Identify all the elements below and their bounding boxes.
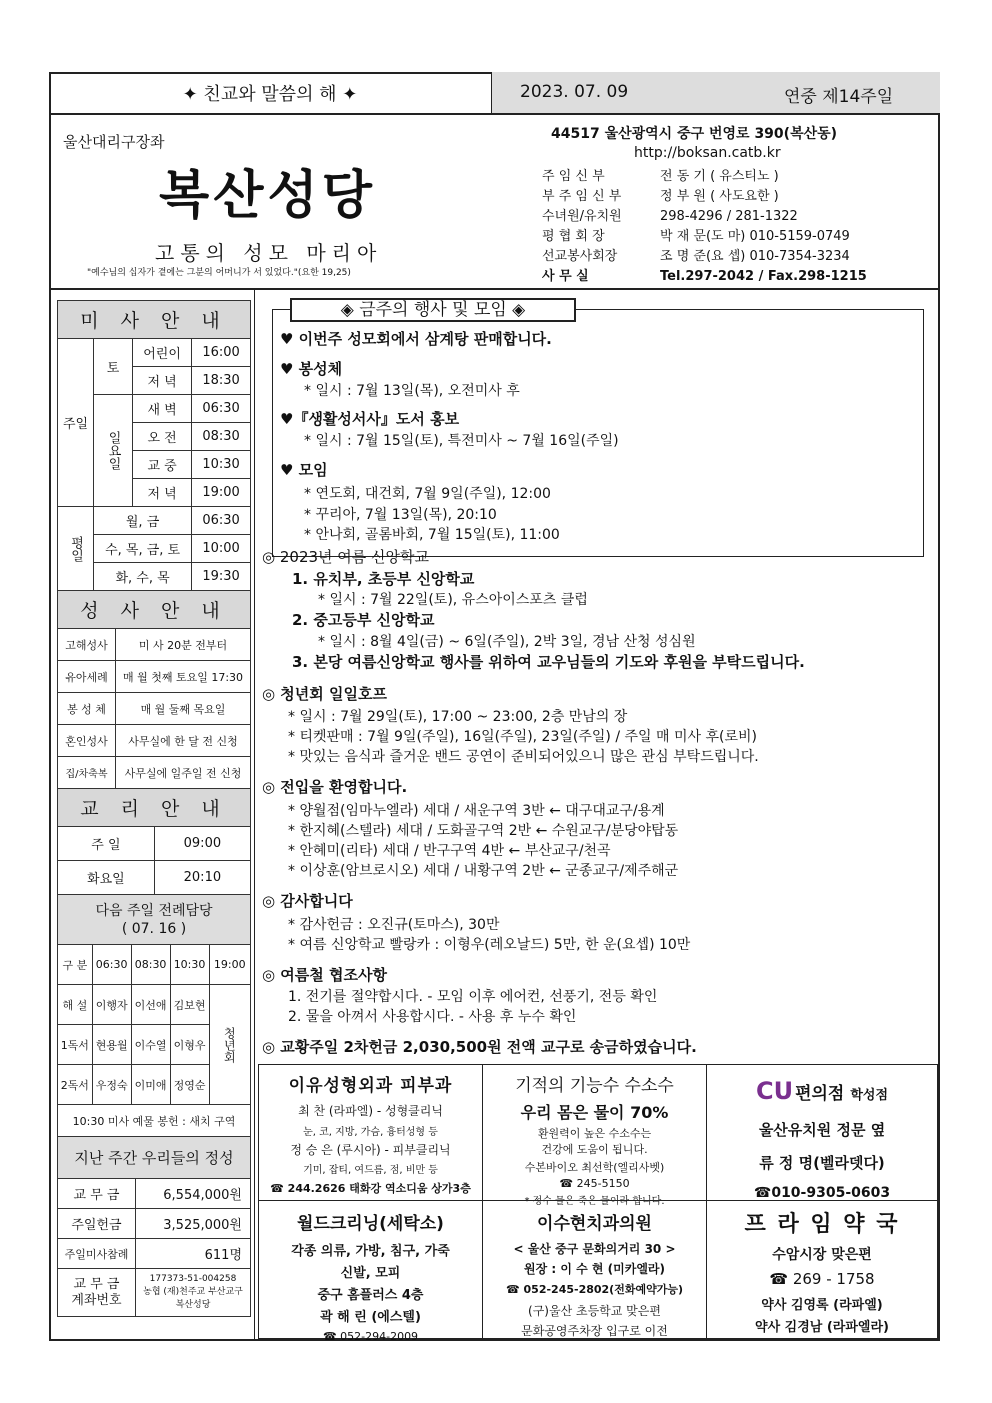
event-detail: * 꾸리아, 7월 13일(목), 20:10 (304, 507, 497, 523)
notice-detail: * 한지혜(스텔라) 세대 / 도화골구역 2반 ← 수원교구/분당야탑동 (288, 823, 679, 839)
mass-title: 미 사 안 내 (58, 301, 251, 339)
contact-row (542, 245, 850, 264)
account-number: 177373-51-004258 (149, 1274, 237, 1284)
date-week-box (492, 72, 940, 113)
liturgy-cell: 현용월 (92, 1025, 131, 1065)
offering-value: 3,525,000원 (136, 1209, 251, 1239)
contact-value: 박 재 문(도 마) 010-5159-0749 (660, 229, 850, 244)
youth-group: 청년회 (209, 985, 250, 1105)
ad-line: 약사 김경남 (라파엘라) (755, 1320, 889, 1335)
notice-detail: * 이상훈(암브로시오) 세대 / 내황구역 2반 ← 군종교구/제주해군 (288, 863, 679, 879)
ad-line: ☎ 052-245-2802(전화예약가능) (505, 1283, 683, 1296)
ad-line: 신발, 모피 (340, 1266, 401, 1281)
diocese: 울산대리구장좌 (63, 133, 165, 151)
notice-heading: ◎ 2023년 여름 신앙학교 (262, 548, 429, 566)
notice-heading: ◎ 전입을 환영합니다. (262, 778, 408, 796)
events-title: ◈ 금주의 행사 및 모임 ◈ (290, 298, 576, 322)
ad-line: * 정수 물은 죽은 물이라 합니다. (524, 1196, 665, 1207)
ad-title: 이수현치과의원 (537, 1214, 652, 1234)
weekday-group: 평일 (58, 507, 94, 591)
ad-line: 우리 몸은 물이 70% (520, 1103, 669, 1122)
mass-label: 교 중 (133, 451, 192, 479)
weekday-label: 수, 목, 금, 토 (94, 535, 192, 563)
doctrine-time: 09:00 (154, 827, 250, 861)
event-item: ♥ 모임 (280, 461, 328, 479)
liturgy-cell: 이미애 (131, 1065, 170, 1105)
weekday-time: 06:30 (192, 507, 251, 535)
contact-role: 주 임 신 부 (542, 169, 605, 184)
liturgy-cell: 이형우 (170, 1025, 209, 1065)
liturgy-cell: 이선애 (131, 985, 170, 1025)
mass-time: 16:00 (192, 339, 251, 367)
liturgy-cell: 이행자 (92, 985, 131, 1025)
liturgy-cell: 김보현 (170, 985, 209, 1025)
liturgy-head: 06:30 (92, 945, 131, 985)
sacrament-value: 미 사 20분 전부터 (116, 629, 251, 661)
liturgy-head: 08:30 (131, 945, 170, 985)
doctrine-label: 화요일 (58, 861, 155, 895)
ad-line: 수암시장 맞은편 (772, 1247, 872, 1263)
weekday-time: 19:30 (192, 563, 251, 591)
mass-label: 오 전 (133, 423, 192, 451)
cu-logo: CU (755, 1077, 794, 1105)
weekday-label: 월, 금 (94, 507, 192, 535)
notice-detail: * 양월점(임마누엘라) 세대 / 새운구역 3반 ← 대구대교구/용계 (288, 803, 665, 819)
ad-pharmacy (706, 1200, 938, 1339)
patron: 고통의 성모 마리아 (155, 241, 383, 265)
liturgy-cell: 이수열 (131, 1025, 170, 1065)
liturgy-label: 해 설 (58, 985, 93, 1025)
left-column (57, 300, 251, 1317)
contact-row (542, 205, 798, 224)
ad-line: 약사 김영록 (라파엘) (761, 1298, 883, 1313)
ad-title: 이유성형외과 피부과 (288, 1076, 453, 1096)
bulletin-date: 2023. 07. 09 (520, 82, 629, 102)
sacrament-value: 매 월 첫째 토요일 17:30 (116, 661, 251, 693)
offering-label: 주일미사참례 (58, 1239, 136, 1269)
account-owner: 복산성당 (175, 1300, 211, 1310)
ad-line: 중구 홈플러스 4층 (317, 1288, 424, 1303)
contact-value: 정 부 원 ( 사도요한 ) (660, 189, 779, 204)
account-bank: 농협 (재)천주교 부산교구 (143, 1287, 243, 1297)
liturgy-head: 10:30 (170, 945, 209, 985)
ad-line: 각종 의류, 가방, 침구, 가죽 (291, 1244, 450, 1259)
ad-line: 문화공영주차장 입구로 이전 (521, 1324, 668, 1338)
contact-row (542, 185, 779, 204)
sacrament-value: 매 월 둘째 목요일 (116, 693, 251, 725)
contact-value: 전 동 기 ( 유스티노 ) (660, 169, 779, 184)
ad-line: 기미, 잡티, 여드름, 점, 비만 등 (303, 1165, 438, 1176)
contact-value: 조 명 준(요 셉) 010-7354-3234 (660, 249, 850, 264)
liturgy-cell: 우정숙 (92, 1065, 131, 1105)
contact-role: 부 주 임 신 부 (542, 189, 622, 204)
ad-line: ☎010-9305-0603 (753, 1185, 891, 1201)
ad-line: 최 찬 (라파엘) - 성형클리닉 (298, 1104, 443, 1118)
notice-item: 3. 본당 여름신앙학교 행사를 위하여 교우님들의 기도와 후원을 부탁드립니다. (292, 653, 805, 671)
notice-detail: * 티켓판매 : 7월 9일(주일), 16일(주일), 23일(주일) / 주일 매 미사 후(로비) (288, 729, 757, 745)
contact-value: 298-4296 / 281-1322 (660, 209, 798, 224)
notice-item: 2. 중고등부 신앙학교 (292, 611, 435, 629)
liturgical-week: 연중 제14주일 (784, 87, 894, 107)
contact-value: Tel.297-2042 / Fax.298-1215 (660, 269, 867, 284)
year-title: ✦ 친교와 말씀의 해 ✦ (49, 72, 492, 113)
ad-line: 눈, 코, 지방, 가슴, 흉터성형 등 (303, 1127, 438, 1138)
ad-line: (구)울산 초등학교 맞은편 (528, 1304, 661, 1318)
notice-detail: * 일시 : 7월 29일(토), 17:00 ~ 23:00, 2층 만남의 장 (288, 709, 628, 725)
offering-value: 6,554,000원 (136, 1179, 251, 1209)
event-detail: * 일시 : 7월 13일(목), 오전미사 후 (304, 383, 520, 399)
notice-item: 1. 유치부, 초등부 신앙학교 (292, 570, 475, 588)
sunday-group: 주일 (58, 339, 94, 507)
mass-time: 19:00 (192, 479, 251, 507)
account-label: 교 무 금 계좌번호 (58, 1269, 136, 1317)
mass-table (57, 300, 251, 591)
liturgy-date: ( 07. 16 ) (121, 920, 187, 937)
mass-label: 저 녁 (133, 367, 192, 395)
contact-row (542, 265, 867, 284)
notice-detail: * 일시 : 8월 4일(금) ~ 6일(주일), 2박 3일, 경남 산청 성심원 (318, 634, 696, 650)
sacrament-title: 성 사 안 내 (58, 591, 251, 629)
column-divider (254, 290, 255, 1341)
event-item: ♥ 이번주 성모회에서 삼계탕 판매합니다. (280, 330, 552, 348)
ad-laundry (258, 1200, 483, 1343)
mass-time: 10:30 (192, 451, 251, 479)
offering-label: 주일헌금 (58, 1209, 136, 1239)
ad-title: 편의점 (795, 1084, 845, 1104)
contact-row (542, 165, 779, 184)
sacrament-value: 사무실에 한 달 전 신청 (116, 725, 251, 757)
liturgy-label: 1독서 (58, 1025, 93, 1065)
contact-role: 선교봉사회장 (542, 249, 618, 264)
ad-line: 류 정 명(벨라뎃다) (759, 1154, 885, 1172)
notice-heading: ◎ 여름철 협조사항 (262, 966, 387, 984)
header (49, 115, 940, 290)
ad-store (706, 1064, 938, 1201)
doctrine-label: 주 일 (58, 827, 155, 861)
ad-clinic (258, 1064, 483, 1201)
sacrament-table (57, 590, 251, 789)
liturgy-title: 다음 주일 전례담당 (95, 902, 213, 919)
event-detail: * 일시 : 7월 15일(토), 특전미사 ~ 7월 16일(주일) (304, 433, 619, 449)
ad-line: 원장 : 이 수 현 (미카엘라) (524, 1262, 665, 1276)
doctrine-time: 20:10 (154, 861, 250, 895)
ad-line: 건강에 도움이 됩니다. (541, 1143, 648, 1156)
ad-line: ☎ 052-294-2009 (322, 1330, 419, 1343)
offering-table (57, 1136, 251, 1317)
event-detail: * 안나회, 골롬바회, 7월 15일(토), 11:00 (304, 527, 560, 543)
ad-line: 울산유치원 정문 옆 (758, 1121, 886, 1139)
doctrine-table (57, 788, 251, 895)
notice-detail: 2. 물을 아껴서 사용합시다. - 사용 후 누수 확인 (288, 1009, 577, 1025)
ad-line: 정 승 은 (루시아) - 피부클리닉 (290, 1143, 451, 1157)
liturgy-cell: 정영순 (170, 1065, 209, 1105)
notice-detail: * 감사헌금 : 오진규(토마스), 30만 (288, 917, 500, 933)
event-detail: * 연도회, 대건회, 7월 9일(주일), 12:00 (304, 486, 551, 502)
mass-label: 새 벽 (133, 395, 192, 423)
notice-detail: 1. 전기를 절약합시다. - 모임 이후 에어컨, 선풍기, 전등 확인 (288, 989, 658, 1005)
ad-line: < 울산 중구 문화의거리 30 > (513, 1242, 676, 1256)
church-name: 복산성당 (159, 165, 376, 226)
mass-label: 어린이 (133, 339, 192, 367)
ad-water (482, 1064, 707, 1207)
ad-line: 수본바이오 최선학(엘리사벳) (524, 1161, 665, 1174)
sacrament-label: 혼인성사 (58, 725, 116, 757)
event-item: ♥ 봉성체 (280, 360, 343, 378)
quote: "예수님의 십자가 곁에는 그분의 어머니가 서 있었다."(요한 19,25) (87, 268, 351, 278)
notice-detail: * 여름 신앙학교 빨랑카 : 이형우(레오날드) 5만, 한 운(요셉) 10만 (288, 937, 691, 953)
ad-title: 기적의 기능수 수소수 (515, 1076, 674, 1096)
offering-title: 지난 주간 우리들의 정성 (58, 1137, 251, 1179)
notice-detail: * 일시 : 7월 22일(토), 유스아이스포츠 클럽 (318, 592, 588, 608)
url-link[interactable]: http://boksan.catb.kr (634, 145, 781, 161)
contact-row (542, 225, 850, 244)
ad-line: 곽 해 린 (에스텔) (320, 1310, 421, 1325)
ad-line: ☎ 244.2626 태화강 역소디움 상가3층 (270, 1182, 471, 1195)
weekday-time: 10:00 (192, 535, 251, 563)
offering-label: 교 무 금 (58, 1179, 136, 1209)
sacrament-label: 유아세례 (58, 661, 116, 693)
notice-heading: ◎ 감사합니다 (262, 892, 353, 910)
event-item: ♥『생활성서사』도서 홍보 (280, 410, 460, 428)
sacrament-label: 고해성사 (58, 629, 116, 661)
notice-detail: * 맛있는 음식과 즐거운 밴드 공연이 준비되어있으니 많은 관심 부탁드립니다. (288, 749, 759, 765)
ad-title: 월드크리닝(세탁소) (297, 1214, 444, 1234)
contact-role: 평 협 회 장 (542, 229, 605, 244)
ad-dental (482, 1200, 707, 1339)
ads-section (258, 1064, 938, 1343)
address: 44517 울산광역시 중구 번영로 390(복산동) (551, 126, 838, 142)
sunday-label: 일요일 (94, 395, 133, 507)
contact-role: 사 무 실 (542, 269, 589, 284)
mass-time: 18:30 (192, 367, 251, 395)
saturday-label: 토 (94, 339, 133, 395)
ad-line: ☎ 269 - 1758 (769, 1270, 875, 1288)
main-column (258, 294, 938, 1064)
sacrament-label: 집/차축복 (58, 757, 116, 789)
sacrament-value: 사무실에 일주일 전 신청 (116, 757, 251, 789)
notice-heading: ◎ 교황주일 2차헌금 2,030,500원 전액 교구로 송금하였습니다. (262, 1038, 697, 1056)
liturgy-table (57, 894, 251, 1137)
ad-line: 환원력이 높은 수소수는 (537, 1127, 652, 1140)
notice-heading: ◎ 청년회 일일호프 (262, 685, 387, 703)
contact-role: 수녀원/유치원 (542, 209, 622, 224)
liturgy-head: 구 분 (58, 945, 93, 985)
ad-line: ☎ 245-5150 (559, 1177, 630, 1190)
liturgy-head: 19:00 (209, 945, 250, 985)
sacrament-label: 봉 성 체 (58, 693, 116, 725)
doctrine-title: 교 리 안 내 (58, 789, 251, 827)
ad-title: 프 라 임 약 국 (744, 1212, 900, 1237)
mass-time: 06:30 (192, 395, 251, 423)
liturgy-note: 10:30 미사 예물 봉헌 : 새치 구역 (58, 1105, 251, 1137)
top-bar (49, 72, 940, 115)
mass-label: 저 녁 (133, 479, 192, 507)
liturgy-label: 2독서 (58, 1065, 93, 1105)
mass-time: 08:30 (192, 423, 251, 451)
notice-detail: * 안혜미(리타) 세대 / 반구구역 4반 ← 부산교구/천곡 (288, 843, 611, 859)
ad-line: 학성점 (850, 1088, 889, 1103)
weekday-label: 화, 수, 목 (94, 563, 192, 591)
offering-value: 611명 (136, 1239, 251, 1269)
